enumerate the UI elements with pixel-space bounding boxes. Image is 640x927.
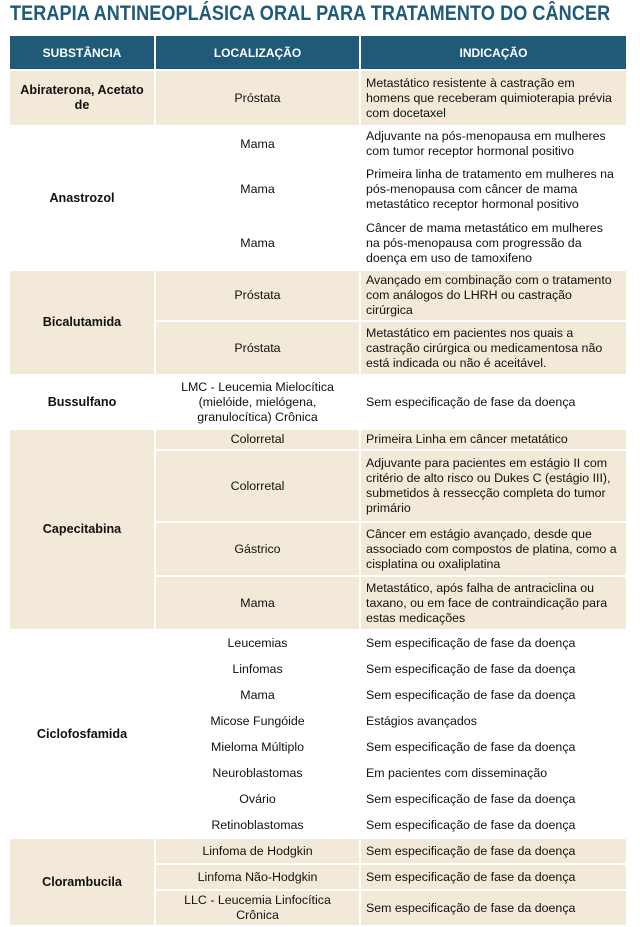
localizacao-cell: LMC - Leucemia Mielocítica (mielóide, mielógena, granulocítica) Crônica [155, 375, 360, 429]
localizacao-cell: Linfomas [155, 656, 360, 682]
localizacao-cell: Retinoblastomas [155, 812, 360, 838]
indicacao-cell: Sem especificação de fase da doença [360, 786, 627, 812]
localizacao-cell: Próstata [155, 70, 360, 126]
indicacao-cell: Sem especificação de fase da doença [360, 656, 627, 682]
indicacao-cell: Metastático, após falha de antraciclina ou taxano, ou em face de contraindicação para estas medicações [360, 576, 627, 630]
indicacao-cell: Sem especificação de fase da doença [360, 734, 627, 760]
table-row [9, 375, 627, 429]
localizacao-cell: Leucemias [155, 630, 360, 656]
localizacao-cell: Micose Fungóide [155, 708, 360, 734]
table-body [9, 70, 627, 926]
localizacao-cell: Neuroblastomas [155, 760, 360, 786]
indicacao-cell: Adjuvante na pós-menopausa em mulheres com tumor receptor hormonal positivo [360, 126, 627, 162]
localizacao-cell: Próstata [155, 270, 360, 321]
localizacao-cell: Colorretal [155, 450, 360, 522]
indicacao-cell: Câncer de mama metastático em mulheres na pós-menopausa com progressão da doença em uso de tamoxifeno [360, 216, 627, 270]
header-substancia: SUBSTÂNCIA [9, 35, 155, 70]
substance-cell: Ciclofosfamida [9, 630, 155, 838]
header-indicacao: INDICAÇÃO [360, 35, 627, 70]
table-row [9, 270, 627, 321]
indicacao-cell: Metastático resistente à castração em homens que receberam quimioterapia prévia com docetaxel [360, 70, 627, 126]
localizacao-cell: Mama [155, 682, 360, 708]
header-localizacao: LOCALIZAÇÃO [155, 35, 360, 70]
localizacao-cell: Mama [155, 216, 360, 270]
indicacao-cell: Em pacientes com disseminação [360, 760, 627, 786]
indicacao-cell: Sem especificação de fase da doença [360, 864, 627, 890]
localizacao-cell: Mama [155, 162, 360, 216]
substance-cell: Bussulfano [9, 375, 155, 429]
indicacao-cell: Sem especificação de fase da doença [360, 682, 627, 708]
substance-cell: Clorambucila [9, 838, 155, 926]
indicacao-cell: Sem especificação de fase da doença [360, 375, 627, 429]
localizacao-cell: Próstata [155, 321, 360, 375]
indicacao-cell: Sem especificação de fase da doença [360, 630, 627, 656]
localizacao-cell: Colorretal [155, 429, 360, 450]
indicacao-cell: Sem especificação de fase da doença [360, 812, 627, 838]
localizacao-cell: Linfoma Não-Hodgkin [155, 864, 360, 890]
indicacao-cell: Sem especificação de fase da doença [360, 890, 627, 926]
indicacao-cell: Estágios avançados [360, 708, 627, 734]
substance-cell: Anastrozol [9, 126, 155, 270]
substance-cell: Bicalutamida [9, 270, 155, 375]
table-row [9, 126, 627, 162]
table-row [9, 429, 627, 450]
localizacao-cell: Mieloma Múltiplo [155, 734, 360, 760]
indicacao-cell: Adjuvante para pacientes em estágio II com critério de alto risco ou Dukes C (estágio III), submetidos à ressecção completa do tumor primário [360, 450, 627, 522]
table-row [9, 70, 627, 126]
table-row [9, 630, 627, 656]
localizacao-cell: LLC - Leucemia Linfocítica Crônica [155, 890, 360, 926]
table-row [9, 838, 627, 864]
table-header-row [9, 35, 627, 70]
page-title: TERAPIA ANTINEOPLÁSICA ORAL PARA TRATAMENTO DO CÂNCER [10, 2, 611, 25]
indicacao-cell: Avançado em combinação com o tratamento com análogos do LHRH ou castração cirúrgica [360, 270, 627, 321]
indicacao-cell: Primeira linha de tratamento em mulheres na pós-menopausa com câncer de mama metastático receptor hormonal positivo [360, 162, 627, 216]
indicacao-cell: Sem especificação de fase da doença [360, 838, 627, 864]
substance-cell: Abiraterona, Acetato de [9, 70, 155, 126]
localizacao-cell: Mama [155, 126, 360, 162]
substance-cell: Capecitabina [9, 429, 155, 630]
localizacao-cell: Ovário [155, 786, 360, 812]
localizacao-cell: Mama [155, 576, 360, 630]
drug-table [8, 34, 628, 927]
indicacao-cell: Primeira Linha em câncer metatático [360, 429, 627, 450]
indicacao-cell: Câncer em estágio avançado, desde que associado com compostos de platina, como a cisplatina ou oxaliplatina [360, 522, 627, 576]
indicacao-cell: Metastático em pacientes nos quais a castração cirúrgica ou medicamentosa não está indicada ou não é aceitável. [360, 321, 627, 375]
localizacao-cell: Gástrico [155, 522, 360, 576]
localizacao-cell: Linfoma de Hodgkin [155, 838, 360, 864]
